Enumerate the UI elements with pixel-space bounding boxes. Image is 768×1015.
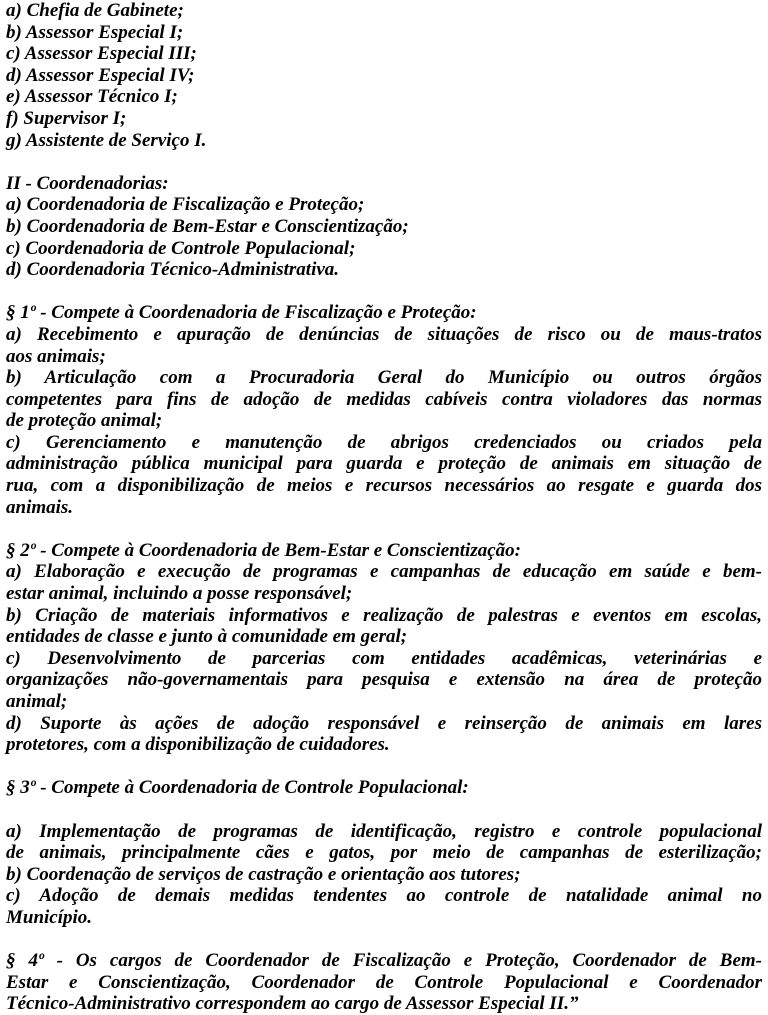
paragraph-line: a) Implementação de programas de identificação, registro e controle populacional: [6, 820, 762, 842]
list-item: d) Assessor Especial IV;: [6, 64, 195, 86]
paragraph-line: Município.: [6, 906, 93, 928]
paragraph-line: protetores, com a disponibilização de cuidadores.: [6, 734, 390, 756]
section-heading: § 3º - Compete à Coordenadoria de Controle Populacional:: [6, 777, 469, 799]
paragraph-line: rua, com a disponibilização de meios e recursos necessários ao resgate e guarda dos: [6, 475, 762, 497]
paragraph-3-section: [6, 777, 762, 928]
paragraph-line: aos animais;: [6, 345, 106, 367]
paragraph-line: competentes para fins de adoção de medidas cabíveis contra violadores das normas: [6, 388, 762, 410]
paragraph-line: b) Criação de materiais informativos e realização de palestras e eventos em escolas,: [6, 604, 762, 626]
paragraph-line: c) Desenvolvimento de parcerias com entidades acadêmicas, veterinárias e: [6, 647, 762, 669]
spacer: [6, 151, 762, 173]
paragraph-line: organizações não-governamentais para pesquisa e extensão na área de proteção: [6, 669, 762, 691]
list-item: c) Assessor Especial III;: [6, 43, 197, 65]
list-item: e) Assessor Técnico I;: [6, 86, 178, 108]
paragraph-line: animais.: [6, 496, 74, 518]
list-item: a) Coordenadoria de Fiscalização e Proteção;: [6, 194, 365, 216]
section-body: [6, 821, 762, 929]
section-body: [6, 561, 762, 755]
spacer: [6, 518, 762, 540]
paragraph-line: de proteção animal;: [6, 410, 163, 432]
paragraph-line: a) Elaboração e execução de programas e campanhas de educação em saúde e bem-: [6, 561, 762, 583]
paragraph-4-section: [6, 950, 762, 1015]
paragraph-line: c) Adoção de demais medidas tendentes ao controle de natalidade animal no: [6, 885, 762, 907]
list-item: b) Assessor Especial I;: [6, 21, 184, 43]
paragraph-2-section: [6, 540, 762, 756]
paragraph-line: c) Gerenciamento e manutenção de abrigos credenciados ou criados pela: [6, 431, 762, 453]
list-item: a) Chefia de Gabinete;: [6, 0, 184, 21]
section-body: [6, 950, 762, 1015]
list-item: b) Coordenadoria de Bem-Estar e Conscientização;: [6, 215, 409, 237]
paragraph-line: Estar e Conscientização, Coordenador de Controle Populacional e Coordenador: [6, 971, 762, 993]
section-heading: § 1º - Compete à Coordenadoria de Fiscalização e Proteção:: [6, 302, 477, 324]
list-item: c) Coordenadoria de Controle Populacional;: [6, 237, 356, 259]
section-heading: II - Coordenadorias:: [6, 172, 169, 194]
list-item: f) Supervisor I;: [6, 107, 127, 129]
spacer: [6, 756, 762, 778]
coordenadorias-section: [6, 173, 762, 281]
paragraph-line: entidades de classe e junto à comunidade em geral;: [6, 626, 408, 648]
paragraph-line: estar animal, incluindo a posse responsável;: [6, 583, 353, 605]
spacer: [6, 281, 762, 303]
paragraph-line: Técnico-Administrativo correspondem ao cargo de Assessor Especial II.”: [6, 993, 579, 1015]
paragraph-line: b) Articulação com a Procuradoria Geral do Município ou outros órgãos: [6, 367, 762, 389]
paragraph-line: d) Suporte às ações de adoção responsável e reinserção de animais em lares: [6, 712, 762, 734]
spacer: [6, 929, 762, 951]
paragraph-line: § 4º - Os cargos de Coordenador de Fiscalização e Proteção, Coordenador de Bem-: [6, 950, 762, 972]
list-item: d) Coordenadoria Técnico-Administrativa.: [6, 259, 340, 281]
paragraph-line: b) Coordenação de serviços de castração e orientação aos tutores;: [6, 863, 521, 885]
section-body: [6, 324, 762, 518]
list-item: g) Assistente de Serviço I.: [6, 129, 207, 151]
paragraph-line: animal;: [6, 691, 68, 712]
paragraph-line: administração pública municipal para guarda e proteção de animais em situação de: [6, 453, 762, 475]
paragraph-line: a) Recebimento e apuração de denúncias de situações de risco ou de maus-tratos: [6, 323, 762, 345]
document-page: [6, 0, 762, 1015]
paragraph-line: de animais, principalmente cães e gatos, por meio de campanhas de esterilização;: [6, 842, 762, 864]
cargos-list: [6, 0, 762, 151]
spacer: [6, 799, 762, 821]
section-heading: § 2º - Compete à Coordenadoria de Bem-Estar e Conscientização:: [6, 539, 521, 561]
paragraph-1-section: [6, 302, 762, 518]
